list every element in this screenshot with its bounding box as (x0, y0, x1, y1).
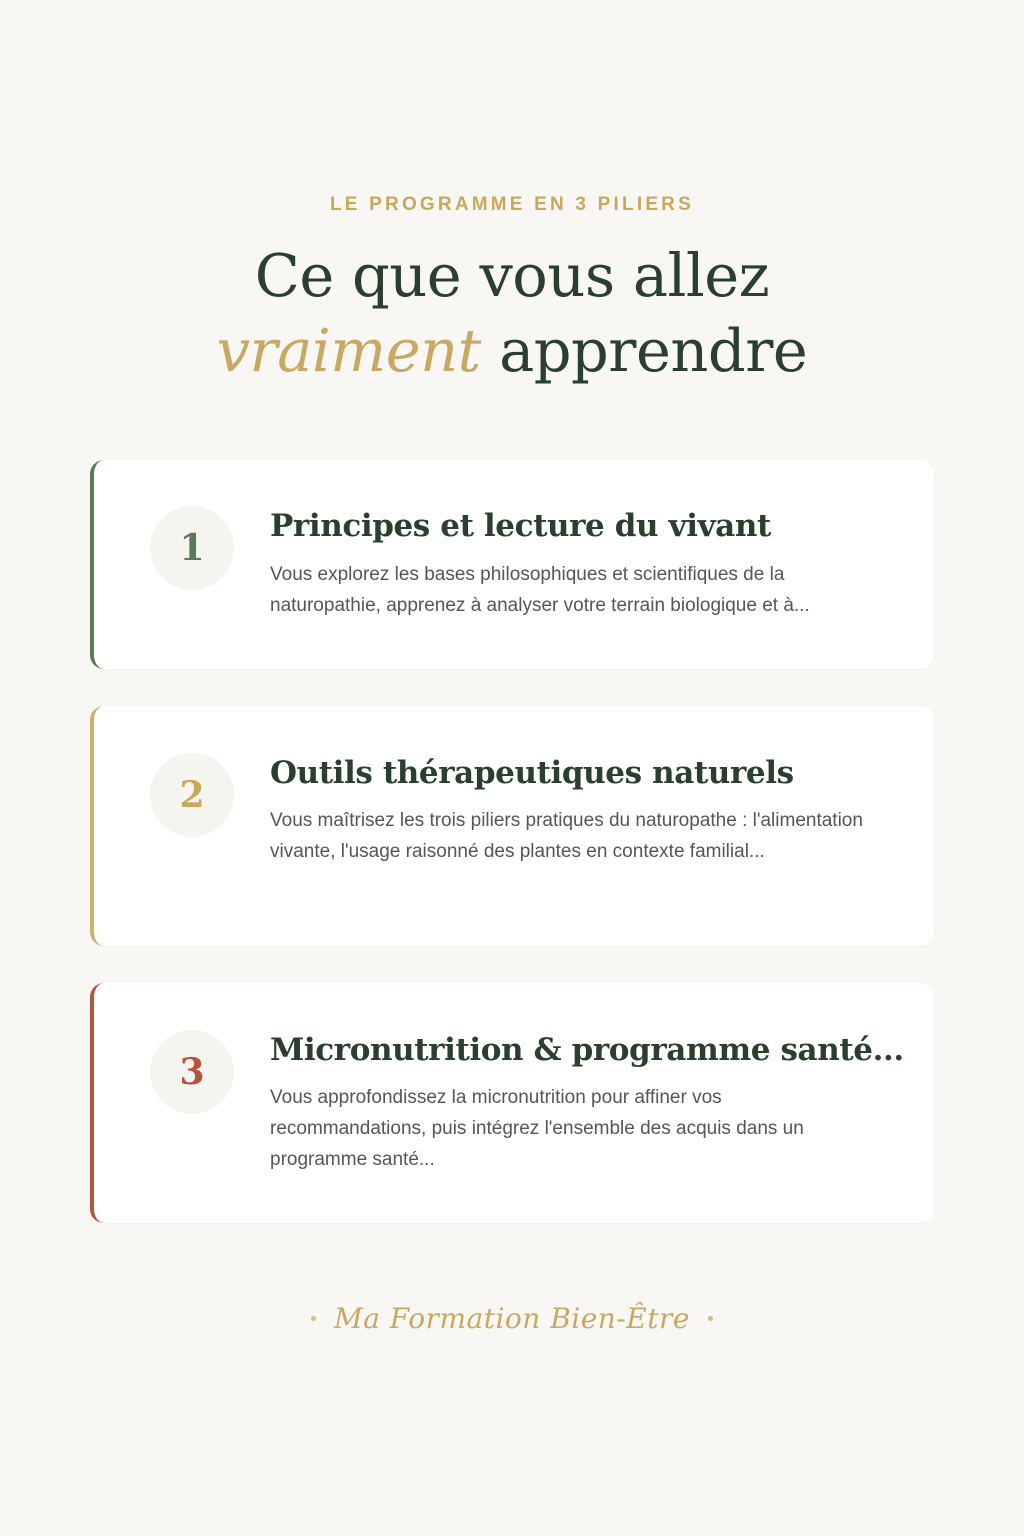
pillar-title: Principes et lecture du vivant (270, 508, 771, 544)
pillar-number-badge: 2 (150, 753, 234, 837)
heading-line-1: Ce que vous allez (254, 241, 770, 310)
section-eyebrow: LE PROGRAMME EN 3 PILIERS (330, 194, 694, 215)
pillar-title: Micronutrition & programme santé... (270, 1032, 904, 1068)
brand-name: Ma Formation Bien-Être (334, 1302, 690, 1335)
pillar-number-badge: 1 (150, 506, 234, 590)
pillar-description: Vous maîtrisez les trois piliers pratiques du naturopathe : l'alimentation vivante, l'usage raisonné des plantes en contexte familial... (270, 810, 863, 862)
pillar-description: Vous explorez les bases philosophiques et scientifiques de la naturopathie, apprenez à analyser votre terrain biologique et à... (270, 564, 810, 616)
section-heading (0, 238, 1024, 388)
heading-line-2 (0, 313, 1024, 388)
heading-accent-word: vraiment (216, 316, 481, 385)
dot-icon (311, 1316, 316, 1321)
dot-icon (708, 1316, 713, 1321)
pillar-title: Outils thérapeutiques naturels (270, 755, 794, 791)
heading-line-2-rest: apprendre (499, 316, 808, 385)
pillar-card-2 (90, 706, 934, 946)
pillar-description: Vous approfondissez la micronutrition pour affiner vos recommandations, puis intégrez l'ensemble des acquis dans un programme santé... (270, 1087, 804, 1170)
brand-footer (0, 1302, 1024, 1335)
pillar-card-1 (90, 460, 934, 669)
pillar-number-badge: 3 (150, 1030, 234, 1114)
pillar-card-3 (90, 983, 934, 1223)
